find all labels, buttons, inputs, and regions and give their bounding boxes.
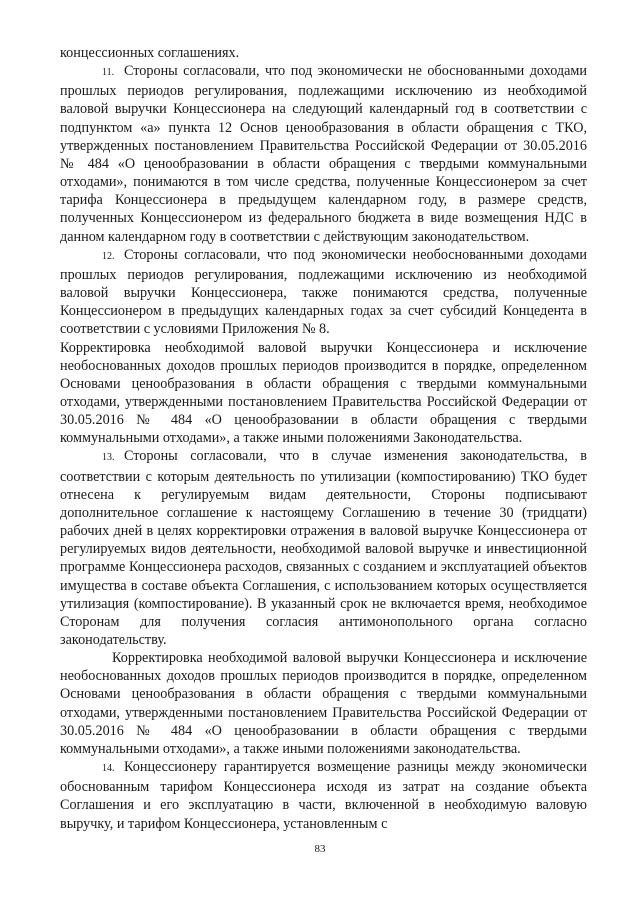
paragraph-correction-1: Корректировка необходимой валовой выручки Концессионера и исключение необоснованных доходов прошлых периодов производится в порядке, определенном Основами ценообразования в области обращения с твердыми коммунальными отходами, утвержденными постановлением Правительства Российской Федерации от 30.05.2016 № 484 «О ценообразовании в области обращения с твердыми коммунальными отходами», а также иными положениями Законодательства. bbox=[60, 339, 587, 447]
paragraph-correction-2: Корректировка необходимой валовой выручки Концессионера и исключение необоснованных доходов прошлых периодов производится в порядке, определенном Основами ценообразования в области обращения с твердыми коммунальными отходами, утвержденными постановлением Правительства Российской Федерации от 30.05.2016 № 484 «О ценообразовании в области обращения с твердыми коммунальными отходами», а также иными положениями законодательства. bbox=[60, 650, 587, 757]
clause-text: Стороны согласовали, что под экономически не обоснованными доходами прошлых периодов регулирования, подлежащими исключению из необходимой валовой выручки Концессионера на следующий календарный год в соответствии с подпунктом «а» пункта 12 Основ ценообразования в области обращения с ТКО, утвержденных постановлением Правительства Российской Федерации от 30.05.2016 № 484 «О ценообразовании в области обращения с твердыми коммунальными отходами», понимаются в том числе средства, полученные Концессионером за счет тарифа Концессионера в предыдущем календарном году, в размере средств, полученных Концессионером из федерального бюджета в виде возмещения НДС в данном календарном году в соответствии с действующим законодательством. bbox=[60, 63, 587, 245]
clause-number: 13. bbox=[102, 452, 115, 464]
document-body bbox=[60, 44, 587, 833]
clause-text: Концессионеру гарантируется возмещение разницы между экономически обоснованным тарифом Концессионера исходя из затрат на создание объекта Соглашения и его эксплуатацию в части, включенной в необходимую валовую выручку, и тарифом Концессионера, установленным с bbox=[60, 759, 587, 832]
clause-number: 14. bbox=[102, 763, 115, 775]
clause-13 bbox=[60, 447, 587, 649]
clause-text: Стороны согласовали, что под экономически необоснованными доходами прошлых периодов регулирования, подлежащими исключению из необходимой валовой выручки Концессионера, также понимаются средства, полученные Концессионером в предыдущих календарных годах за счет субсидий Концедента в соответствии с условиями Приложения № 8. bbox=[60, 246, 587, 338]
intro-line: концессионных соглашениях. bbox=[60, 45, 240, 61]
clause-12 bbox=[60, 246, 587, 339]
clause-number: 11. bbox=[102, 67, 115, 79]
clause-11 bbox=[60, 62, 587, 246]
page-number: 83 bbox=[314, 843, 326, 855]
clause-14 bbox=[60, 758, 587, 833]
clause-number: 12. bbox=[102, 250, 115, 262]
clause-text: Стороны согласовали, что в случае изменения законодательства, в соответствии с которым деятельность по утилизации (компостированию) ТКО будет отнесена к регулируемым видам деятельности, Стороны подписывают дополнительное соглашение к настоящему Соглашению в течение 30 (тридцати) рабочих дней в целях корректировки отражения в валовой выручке Концессионера от регулируемых видов деятельности, необходимой валовой выручке и инвестиционной программе Концессионера расходов, связанных с созданием и эксплуатацией объектов имущества в составе объекта Соглашения, с использованием которых осуществляется утилизация (компостирование). В указанный срок не включается время, необходимое Сторонам для получения согласия антимонопольного органа согласно законодательству. bbox=[60, 448, 587, 648]
